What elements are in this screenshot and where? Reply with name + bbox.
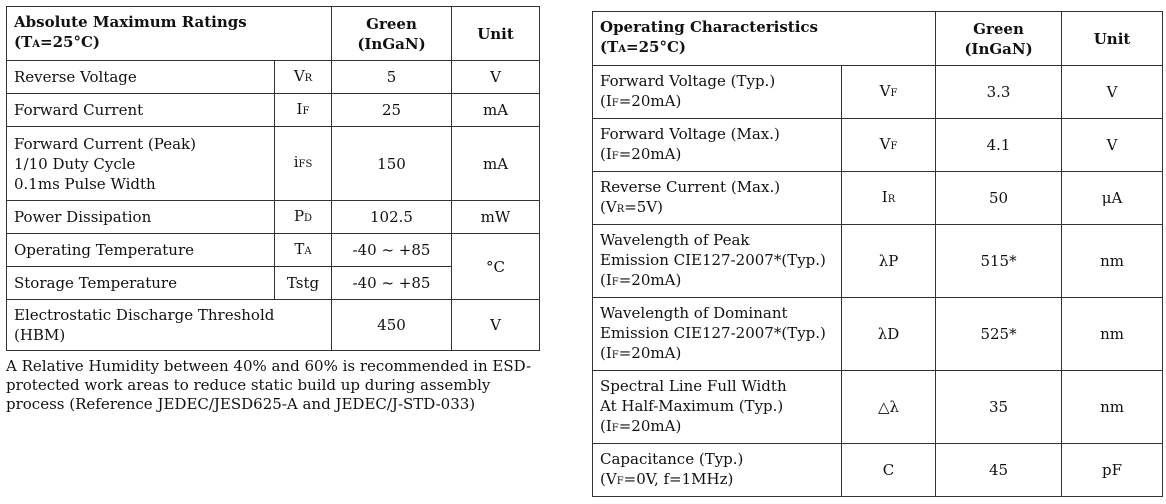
value-cell: 50 (936, 172, 1062, 225)
unit-cell: pF (1062, 444, 1163, 497)
parameter-cell: Wavelength of Peak Emission CIE127-2007*(Typ.) (IF=20mA) (593, 225, 842, 298)
unit-cell: V (452, 300, 540, 351)
value-cell: -40 ~ +85 (332, 234, 452, 267)
table-row (7, 94, 540, 127)
table-header-row (7, 7, 540, 61)
parameter-cell: Storage Temperature (7, 267, 275, 300)
column-header-green: Green (InGaN) (936, 12, 1062, 66)
value-cell: 45 (936, 444, 1062, 497)
symbol-cell: iFS (275, 127, 332, 201)
table-row (593, 172, 1163, 225)
symbol-cell: TA (275, 234, 332, 267)
table-title: Absolute Maximum Ratings (TA=25°C) (7, 7, 332, 61)
symbol-cell: λD (842, 298, 936, 371)
value-cell: 150 (332, 127, 452, 201)
parameter-cell: Operating Temperature (7, 234, 275, 267)
symbol-cell: VF (842, 66, 936, 119)
table-row (593, 444, 1163, 497)
symbol-cell: C (842, 444, 936, 497)
parameter-cell: Reverse Voltage (7, 61, 275, 94)
parameter-cell: Forward Voltage (Max.) (IF=20mA) (593, 119, 842, 172)
symbol-cell: △λ (842, 371, 936, 444)
table-row (7, 300, 540, 351)
parameter-cell: Wavelength of Dominant Emission CIE127-2007*(Typ.) (IF=20mA) (593, 298, 842, 371)
parameter-cell: Reverse Current (Max.) (VR=5V) (593, 172, 842, 225)
unit-cell: V (452, 61, 540, 94)
table-header-row (593, 12, 1163, 66)
table-row (593, 119, 1163, 172)
table-row (7, 127, 540, 201)
symbol-cell: IR (842, 172, 936, 225)
unit-cell: mW (452, 201, 540, 234)
parameter-cell: Spectral Line Full Width At Half-Maximum (Typ.) (IF=20mA) (593, 371, 842, 444)
unit-cell: nm (1062, 371, 1163, 444)
unit-cell: V (1062, 66, 1163, 119)
parameter-cell: Forward Current (7, 94, 275, 127)
table-row (593, 371, 1163, 444)
unit-cell: nm (1062, 298, 1163, 371)
value-cell: 525* (936, 298, 1062, 371)
value-cell: 3.3 (936, 66, 1062, 119)
table-row (7, 234, 540, 267)
parameter-cell: Forward Voltage (Typ.) (IF=20mA) (593, 66, 842, 119)
symbol-cell: VR (275, 61, 332, 94)
table-row (593, 225, 1163, 298)
unit-cell: °C (452, 234, 540, 300)
symbol-cell: IF (275, 94, 332, 127)
value-cell: 4.1 (936, 119, 1062, 172)
table-row (7, 61, 540, 94)
symbol-cell: Tstg (275, 267, 332, 300)
unit-cell: mA (452, 94, 540, 127)
parameter-cell: Electrostatic Discharge Threshold (HBM) (7, 300, 332, 351)
column-header-green: Green (InGaN) (332, 7, 452, 61)
unit-cell: V (1062, 119, 1163, 172)
table-title: Operating Characteristics (TA=25°C) (593, 12, 936, 66)
esd-note: A Relative Humidity between 40% and 60% is recommended in ESD-protected work areas to reduce static build up during assembly process (Reference JEDEC/JESD625-A and JEDEC/J-STD-033) (6, 357, 532, 413)
unit-cell: mA (452, 127, 540, 201)
unit-cell: nm (1062, 225, 1163, 298)
table-row (593, 298, 1163, 371)
value-cell: 35 (936, 371, 1062, 444)
symbol-cell: λP (842, 225, 936, 298)
value-cell: -40 ~ +85 (332, 267, 452, 300)
parameter-cell: Power Dissipation (7, 201, 275, 234)
parameter-cell: Capacitance (Typ.) (VF=0V, f=1MHz) (593, 444, 842, 497)
symbol-cell: VF (842, 119, 936, 172)
operating-characteristics-table (592, 11, 1163, 497)
value-cell: 450 (332, 300, 452, 351)
table-row (593, 66, 1163, 119)
table-row (7, 201, 540, 234)
column-header-unit: Unit (1062, 12, 1163, 66)
absolute-maximum-ratings-table (6, 6, 540, 351)
parameter-cell: Forward Current (Peak) 1/10 Duty Cycle 0.1ms Pulse Width (7, 127, 275, 201)
value-cell: 102.5 (332, 201, 452, 234)
symbol-cell: PD (275, 201, 332, 234)
column-header-unit: Unit (452, 7, 540, 61)
value-cell: 25 (332, 94, 452, 127)
value-cell: 5 (332, 61, 452, 94)
value-cell: 515* (936, 225, 1062, 298)
unit-cell: μA (1062, 172, 1163, 225)
